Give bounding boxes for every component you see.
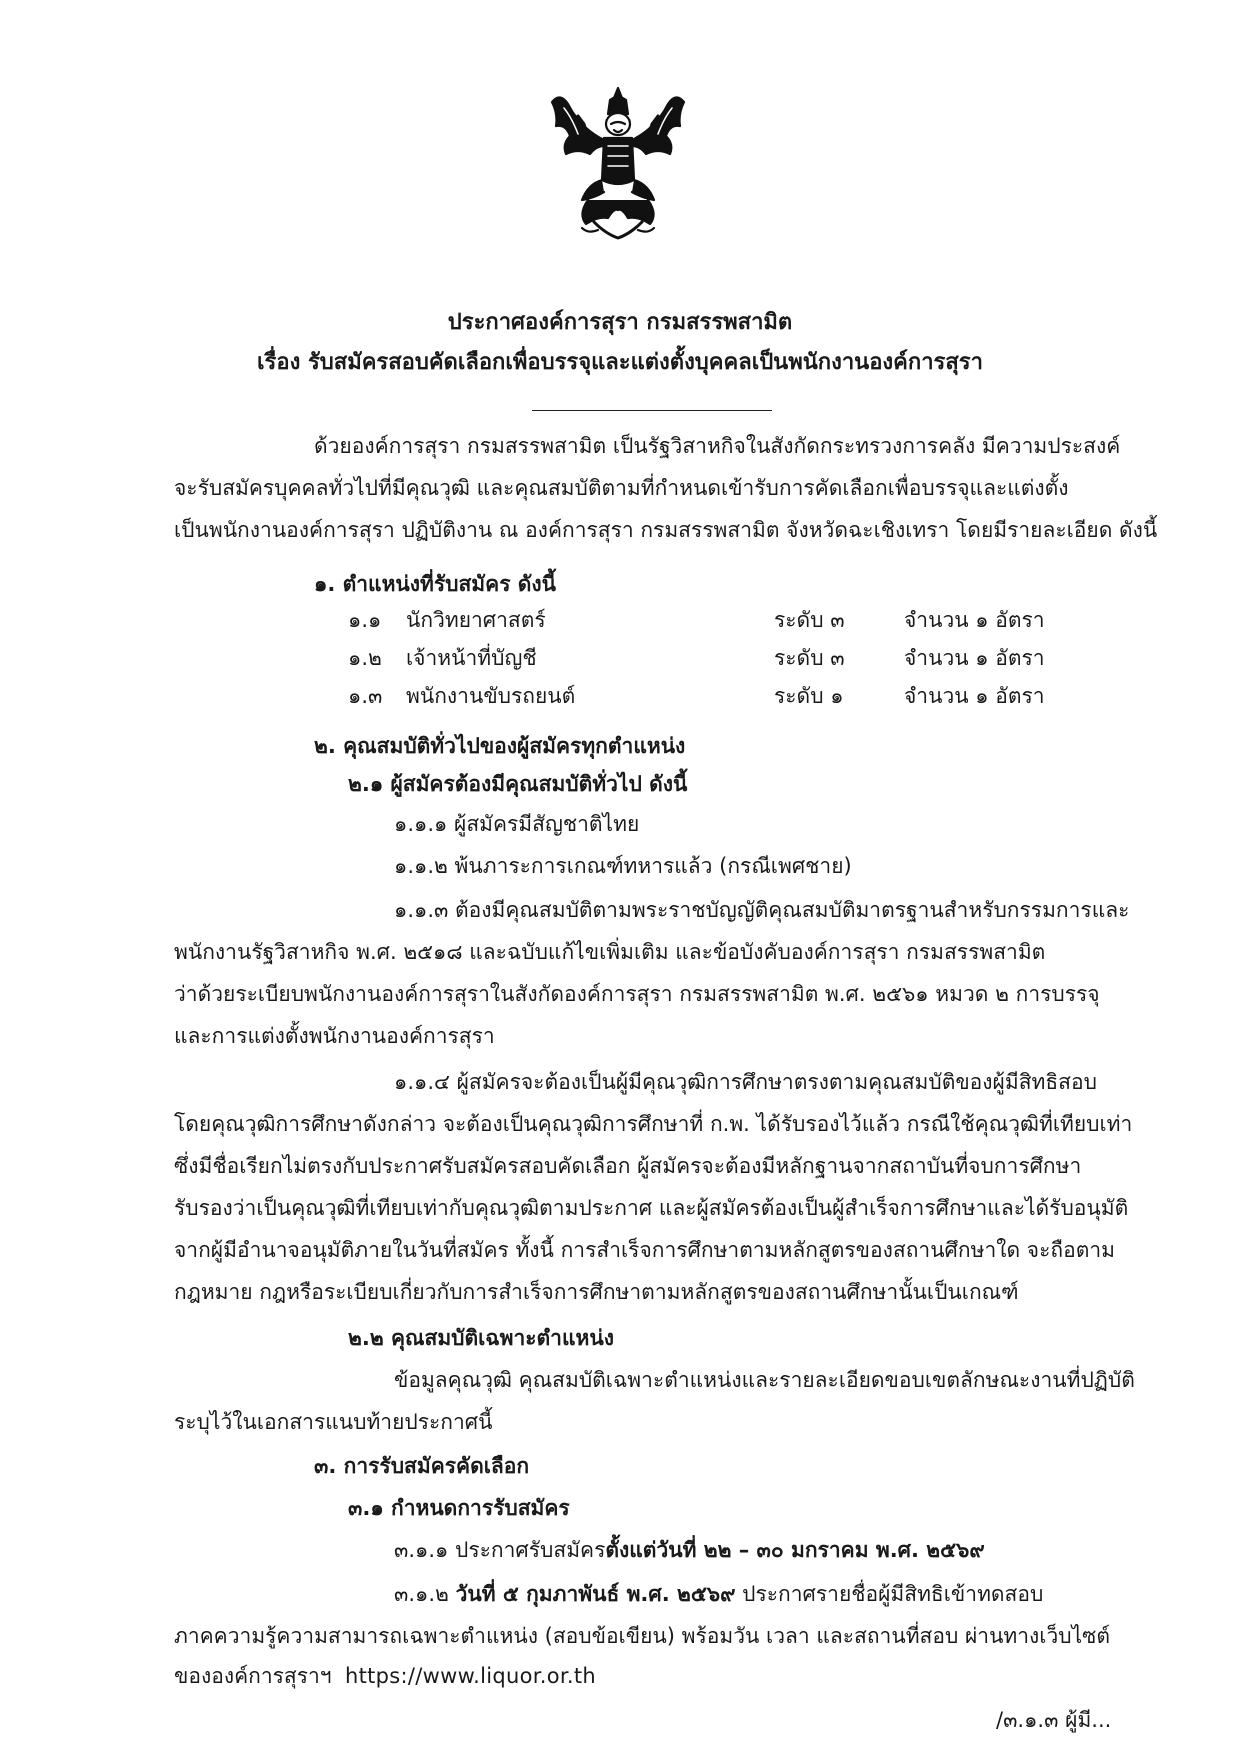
qualification-text: กฎหมาย กฎหรือระเบียบเกี่ยวกับการสำเร็จการศึกษาตามหลักสูตรของสถานศึกษานั้นเป็นเกณฑ์	[174, 1280, 1019, 1304]
qualification-item: ๑.๑.๒ พ้นภาระการเกณฑ์ทหารแล้ว (กรณีเพศชาย)	[394, 854, 852, 878]
section-2-1-heading: ๒.๑ ผู้สมัครต้องมีคุณสมบัติทั่วไป ดังนี้	[348, 772, 688, 796]
position-number: ๑.๓	[348, 684, 383, 708]
qualification-text: ซึ่งมีชื่อเรียกไม่ตรงกับประกาศรับสมัครสอบคัดเลือก ผู้สมัครจะต้องมีหลักฐานจากสถาบันที่จบการศึกษา	[174, 1154, 1082, 1178]
position-title: เจ้าหน้าที่บัญชี	[406, 646, 537, 670]
qualification-item: ๑.๑.๓ ต้องมีคุณสมบัติตามพระราชบัญญัติคุณสมบัติมาตรฐานสำหรับกรรมการและ	[394, 898, 1130, 922]
section-2-2-heading: ๒.๒ คุณสมบัติเฉพาะตำแหน่ง	[348, 1326, 614, 1350]
specific-qualification-text: ระบุไว้ในเอกสารแนบท้ายประกาศนี้	[174, 1410, 493, 1434]
schedule-text	[174, 1656, 596, 1697]
continuation-marker: /๓.๑.๓ ผู้มี...	[996, 1708, 1112, 1732]
schedule-text-prefix: ขององค์การสุราฯ	[174, 1664, 332, 1688]
qualification-text: โดยคุณวุฒิการศึกษาดังกล่าว จะต้องเป็นคุณวุฒิการศึกษาที่ ก.พ. ได้รับรองไว้แล้ว กรณีใช้คุณวุฒิที่เทียบเท่า	[174, 1112, 1133, 1136]
schedule-date: วันที่ ๕ กุมภาพันธ์ พ.ศ. ๒๕๖๙	[455, 1582, 736, 1606]
position-count: จำนวน ๑ อัตรา	[904, 684, 1045, 708]
schedule-item-label: ๓.๑.๒	[394, 1582, 456, 1606]
intro-line: ด้วยองค์การสุรา กรมสรรพสามิต เป็นรัฐวิสาหกิจในสังกัดกระทรวงการคลัง มีความประสงค์	[314, 434, 1121, 458]
qualification-text: ว่าด้วยระเบียบพนักงานองค์การสุราในสังกัดองค์การสุรา กรมสรรพสามิต พ.ศ. ๒๕๖๑ หมวด ๒ การบรรจุ	[174, 982, 1100, 1006]
schedule-text: ภาคความรู้ความสามารถเฉพาะตำแหน่ง (สอบข้อเขียน) พร้อมวัน เวลา และสถานที่สอบ ผ่านทางเว็บไซต์	[174, 1624, 1111, 1648]
qualification-text: จากผู้มีอำนาจอนุมัติภายในวันที่สมัคร ทั้งนี้ การสำเร็จการศึกษาตามหลักสูตรของสถานศึกษาใด จะถือตาม	[174, 1238, 1115, 1262]
position-count: จำนวน ๑ อัตรา	[904, 608, 1045, 632]
announcement-title: ประกาศองค์การสุรา กรมสรรพสามิต	[447, 310, 793, 335]
position-title: นักวิทยาศาสตร์	[406, 608, 546, 632]
schedule-date: ตั้งแต่วันที่ ๒๒ – ๓๐ มกราคม พ.ศ. ๒๕๖๙	[605, 1538, 985, 1562]
website-link[interactable]: https://www.liquor.or.th	[344, 1664, 597, 1688]
qualification-item: ๑.๑.๑ ผู้สมัครมีสัญชาติไทย	[394, 812, 640, 836]
garuda-emblem-icon	[548, 84, 688, 242]
qualification-text: รับรองว่าเป็นคุณวุฒิที่เทียบเท่ากับคุณวุฒิตามประกาศ และผู้สมัครต้องเป็นผู้สำเร็จการศึกษาและได้รับอนุมัติ	[174, 1196, 1129, 1220]
position-level: ระดับ ๓	[774, 646, 845, 670]
section-3-1-heading: ๓.๑ กำหนดการรับสมัคร	[348, 1496, 570, 1520]
schedule-item	[394, 1530, 985, 1571]
qualification-text: และการแต่งตั้งพนักงานองค์การสุรา	[174, 1024, 495, 1048]
section-2-heading: ๒. คุณสมบัติทั่วไปของผู้สมัครทุกตำแหน่ง	[314, 734, 686, 758]
position-level: ระดับ ๓	[774, 608, 845, 632]
schedule-item-label: ๓.๑.๑ ประกาศรับสมัคร	[394, 1538, 606, 1562]
qualification-text: พนักงานรัฐวิสาหกิจ พ.ศ. ๒๕๑๘ และฉบับแก้ไขเพิ่มเติม และข้อบังคับองค์การสุรา กรมสรรพสามิต	[174, 940, 1046, 964]
specific-qualification-text: ข้อมูลคุณวุฒิ คุณสมบัติเฉพาะตำแหน่งและรายละเอียดขอบเขตลักษณะงานที่ปฏิบัติ	[394, 1368, 1135, 1392]
position-count: จำนวน ๑ อัตรา	[904, 646, 1045, 670]
position-level: ระดับ ๑	[774, 684, 844, 708]
position-number: ๑.๑	[348, 608, 382, 632]
position-number: ๑.๒	[348, 646, 382, 670]
section-3-heading: ๓. การรับสมัครคัดเลือก	[314, 1454, 530, 1478]
qualification-item: ๑.๑.๔ ผู้สมัครจะต้องเป็นผู้มีคุณวุฒิการศึกษาตรงตามคุณสมบัติของผู้มีสิทธิสอบ	[394, 1070, 1097, 1094]
title-divider	[532, 410, 772, 411]
position-title: พนักงานขับรถยนต์	[406, 684, 576, 708]
section-1-heading: ๑. ตำแหน่งที่รับสมัคร ดังนี้	[314, 572, 557, 596]
schedule-item	[394, 1574, 1043, 1615]
schedule-item-text: ประกาศรายชื่อผู้มีสิทธิเข้าทดสอบ	[735, 1582, 1044, 1606]
announcement-subject: เรื่อง รับสมัครสอบคัดเลือกเพื่อบรรจุและแต่งตั้งบุคคลเป็นพนักงานองค์การสุรา	[257, 350, 983, 375]
intro-line: จะรับสมัครบุคคลทั่วไปที่มีคุณวุฒิ และคุณสมบัติตามที่กำหนดเข้ารับการคัดเลือกเพื่อบรรจุและแต่งตั้ง	[174, 476, 1069, 500]
intro-line: เป็นพนักงานองค์การสุรา ปฏิบัติงาน ณ องค์การสุรา กรมสรรพสามิต จังหวัดฉะเชิงเทรา โดยมีรายละเอียด ดังนี้	[174, 518, 1158, 542]
